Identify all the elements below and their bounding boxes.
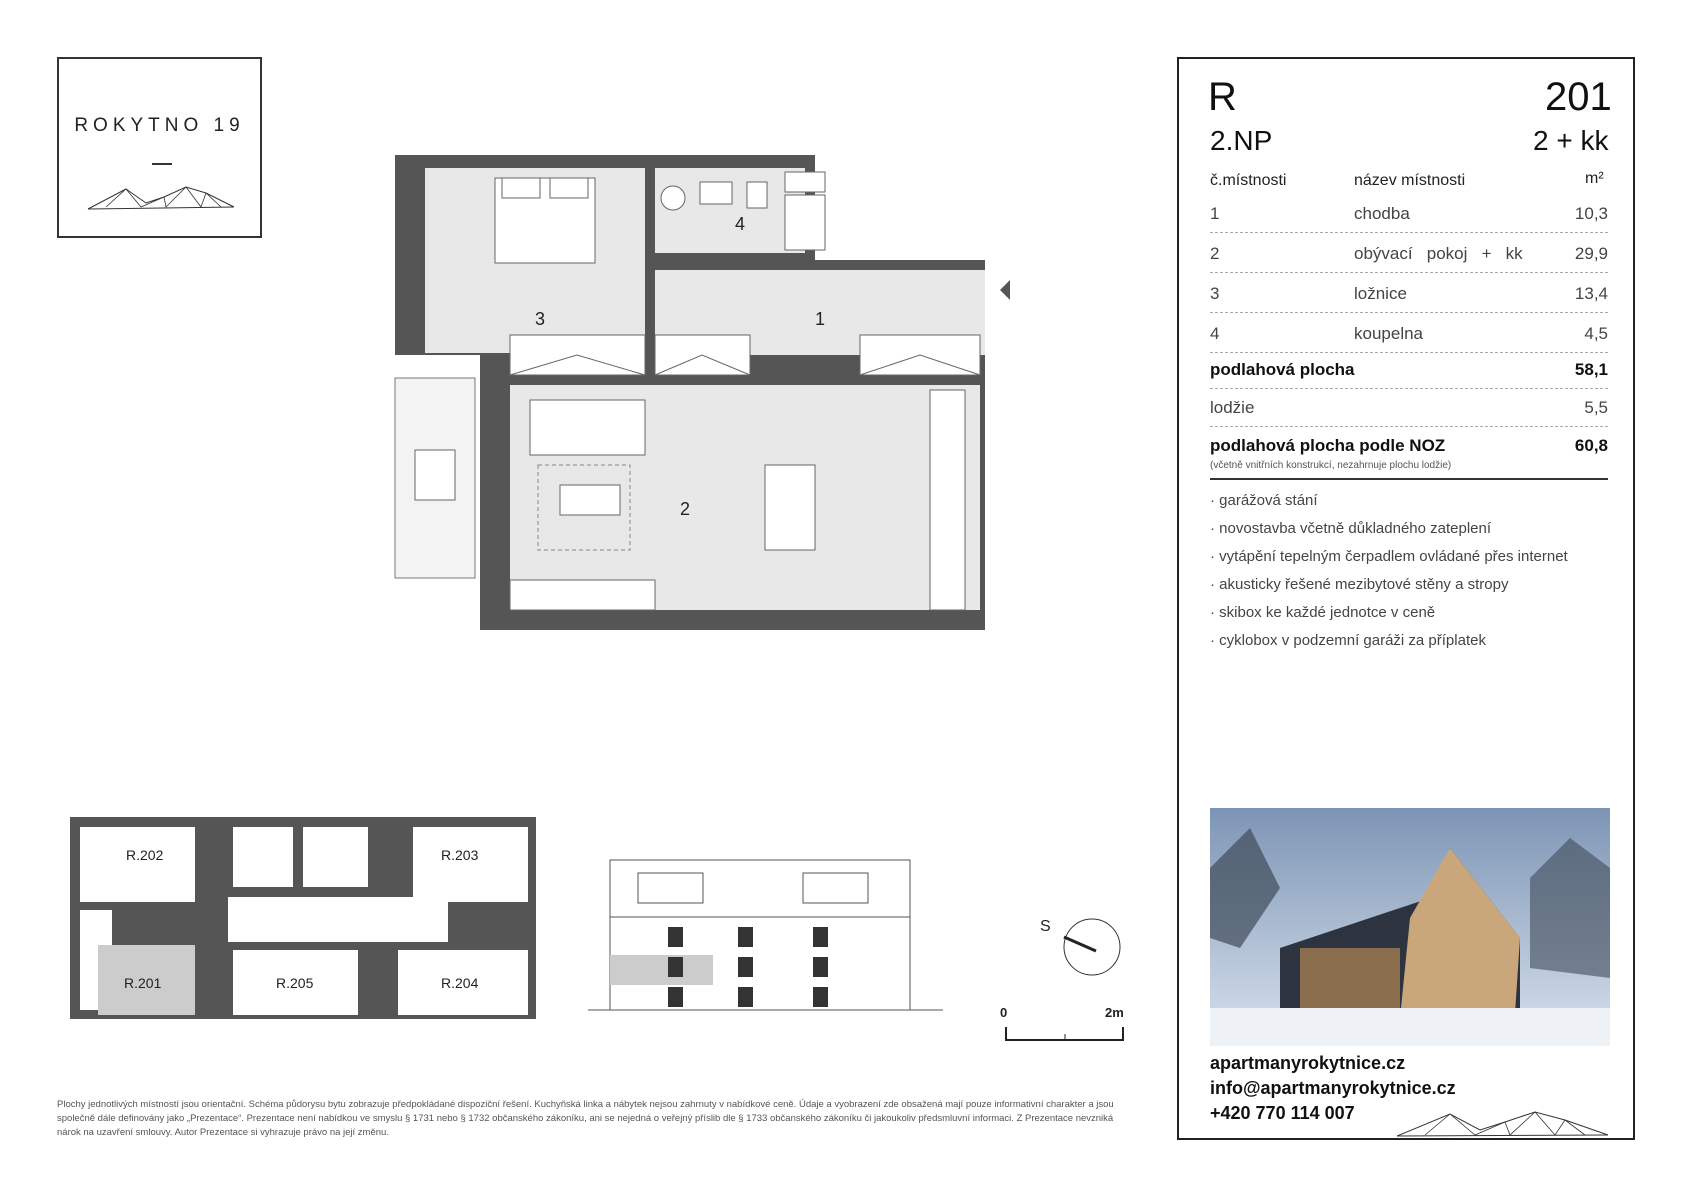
room-name: obývací pokoj + kk (1354, 244, 1523, 263)
unit-label-r204: R.204 (441, 975, 479, 991)
unit-layout: 2 + kk (1533, 125, 1609, 156)
logo (57, 57, 262, 238)
room-row (1210, 316, 1608, 353)
room-no: 4 (1210, 324, 1220, 343)
room-area: 4,5 (1584, 324, 1608, 343)
feature-item: · akusticky řešené mezibytové stěny a stropy (1210, 576, 1509, 593)
room-area: 13,4 (1574, 284, 1608, 303)
room-label-2: 2 (680, 499, 691, 519)
floor-plan (390, 150, 1010, 640)
room-name: chodba (1354, 204, 1410, 223)
room-row (1210, 196, 1608, 233)
feature-item: · novostavba včetně důkladného zateplení (1210, 520, 1492, 537)
loggia-row (1210, 390, 1608, 427)
room-no: 2 (1210, 244, 1220, 263)
compass-icon (1060, 915, 1125, 980)
compass-label: S (1040, 918, 1051, 935)
room-label-3: 3 (535, 309, 546, 329)
logo-dash (152, 163, 172, 165)
loggia-label: lodžie (1210, 398, 1255, 417)
noz-area-row (1210, 428, 1608, 480)
feature-item: · skibox ke každé jednotce v ceně (1210, 604, 1436, 621)
scale-bar (1005, 1025, 1125, 1045)
noz-area-label: podlahová plocha podle NOZ (1210, 436, 1446, 455)
room-label-1: 1 (815, 309, 826, 329)
unit-label-r201: R.201 (124, 975, 162, 991)
building-photo (1210, 808, 1610, 1046)
floor-overview (68, 815, 538, 1025)
mountain-logo-icon (86, 181, 236, 211)
room-label-4: 4 (735, 214, 746, 234)
unit-label-r202: R.202 (126, 847, 164, 863)
building-elevation (588, 855, 943, 1015)
room-area: 29,9 (1574, 244, 1608, 263)
room-row (1210, 276, 1608, 313)
floor-area-label: podlahová plocha (1210, 360, 1355, 379)
header-room-name: název místnosti (1354, 172, 1466, 189)
unit-label-r205: R.205 (276, 975, 314, 991)
disclaimer: Plochy jednotlivých místností jsou orientační. Schéma půdorysu bytu zobrazuje předpokládané dispoziční řešení. Kuchyňská linka a nábytek nejsou zahrnuty v nabídkové ceně. Údaje a vyobrazení zde obsažená mají pouze informativní charakter a jsou společně dále definovány jako „Prezentace“. Prezentace není nabídkou ve smyslu § 1731 nebo § 1732 občanského zákoníku, ani se nejedná o veřejný příslib dle § 1733 občanského zákoníku či jakoukoliv předsmluvní informaci. Z Prezentace nevzniká nárok na uzavření smlouvy. Autor Prezentace si vyhrazuje právo na její změnu. (57, 1099, 1114, 1138)
room-no: 3 (1210, 284, 1220, 303)
room-name: ložnice (1354, 284, 1407, 303)
header-area: m² (1585, 170, 1604, 187)
scale-end: 2m (1105, 1005, 1124, 1020)
feature-item: · vytápění tepelným čerpadlem ovládané přes internet (1210, 548, 1568, 565)
unit-number: 201 (1545, 75, 1612, 119)
entrance-arrow-icon (1000, 278, 1010, 302)
building-code: R (1208, 75, 1237, 119)
room-area: 10,3 (1574, 204, 1608, 223)
contact-email[interactable]: info@apartmanyrokytnice.cz (1210, 1078, 1456, 1098)
unit-label-r203: R.203 (441, 847, 479, 863)
room-name: koupelna (1354, 324, 1424, 343)
loggia-value: 5,5 (1584, 398, 1608, 417)
feature-item: · garážová stání (1210, 492, 1318, 509)
floor-level: 2.NP (1210, 125, 1273, 156)
room-bathroom (655, 168, 805, 253)
noz-area-value: 60,8 (1574, 436, 1608, 455)
room-no: 1 (1210, 204, 1220, 223)
mountain-footer-icon (1395, 1108, 1610, 1138)
noz-note: (včetně vnitřních konstrukcí, nezahrnuje plochu lodžie) (1210, 460, 1452, 471)
room-row (1210, 236, 1608, 273)
scale-start: 0 (1000, 1005, 1008, 1020)
contact-web[interactable]: apartmanyrokytnice.cz (1210, 1053, 1406, 1073)
floor-area-row (1210, 352, 1608, 389)
contact-phone[interactable]: +420 770 114 007 (1210, 1103, 1355, 1123)
header-room-no: č.místnosti (1210, 172, 1287, 189)
logo-text: ROKYTNO 19 (74, 115, 245, 136)
feature-item: · cyklobox v podzemní garáži za příplatek (1210, 632, 1486, 649)
floor-area-value: 58,1 (1574, 360, 1608, 379)
